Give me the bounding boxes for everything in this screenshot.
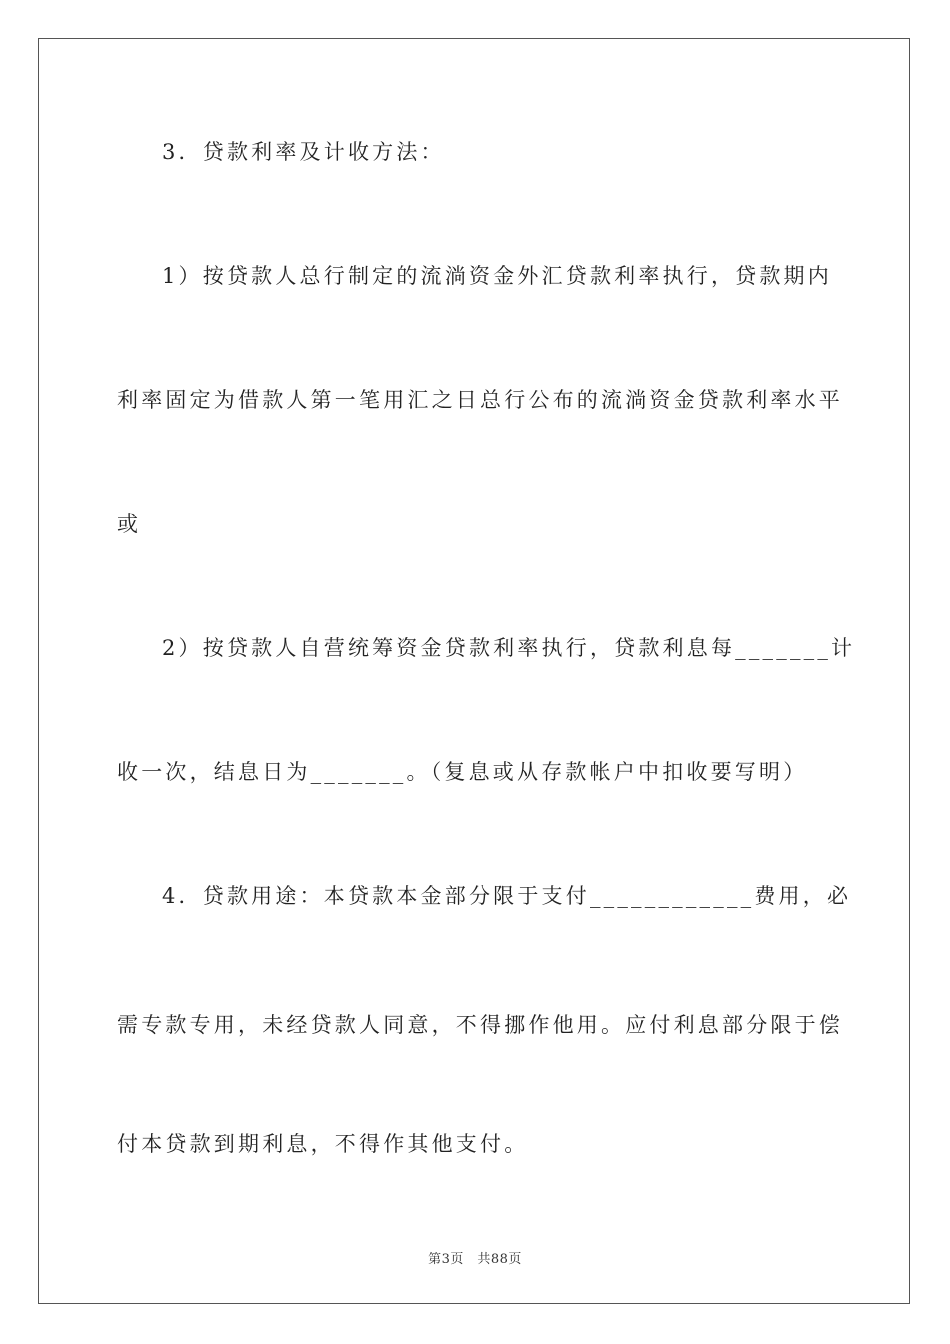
paragraph-line: 2）按贷款人自营统筹资金贷款利率执行，贷款利息每_______计	[162, 636, 856, 660]
paragraph-line: 付本贷款到期利息，不得作其他支付。	[117, 1132, 529, 1156]
page-number-footer: 第3页 共88页	[428, 1252, 522, 1267]
paragraph-line: 或	[117, 512, 142, 536]
section-3-heading: 3．贷款利率及计收方法：	[162, 140, 445, 164]
paragraph-line: 需专款专用，未经贷款人同意，不得挪作他用。应付利息部分限于偿	[117, 1013, 843, 1037]
section-4-line: 4．贷款用途：本贷款本金部分限于支付____________费用，必	[162, 884, 852, 908]
page-border	[38, 38, 910, 1304]
paragraph-line: 利率固定为借款人第一笔用汇之日总行公布的流淌资金贷款利率水平	[117, 388, 843, 412]
paragraph-line: 1）按贷款人总行制定的流淌资金外汇贷款利率执行，贷款期内	[162, 264, 832, 288]
paragraph-line: 收一次，结息日为_______。（复息或从存款帐户中扣收要写明）	[117, 760, 808, 784]
